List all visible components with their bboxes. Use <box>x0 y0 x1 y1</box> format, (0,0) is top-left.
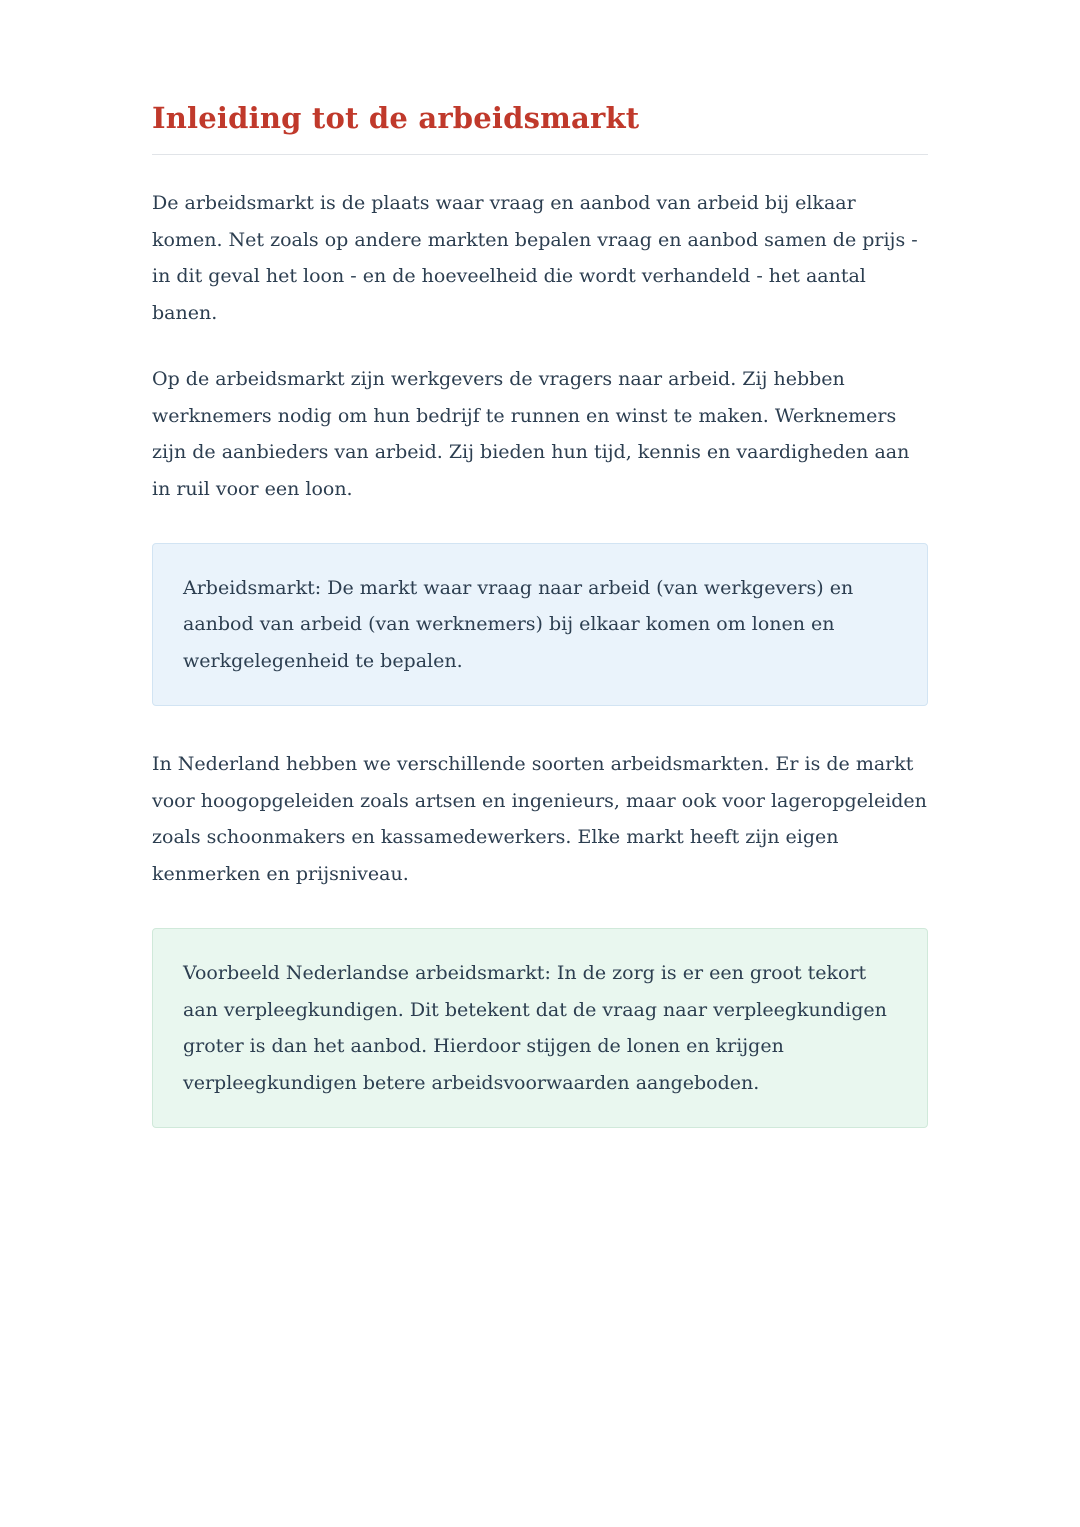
paragraph-employers-employees: Op de arbeidsmarkt zijn werkgevers de vragers naar arbeid. Zij hebben werknemers nodig om hun bedrijf te runnen en winst te maken. Werknemers zijn de aanbieders van arbeid. Zij bieden hun tijd, kennis en vaardigheden aan in ruil voor een loon. <box>152 368 910 500</box>
page-title: Inleiding tot de arbeidsmarkt <box>152 101 640 135</box>
definition-box <box>152 543 928 706</box>
paragraph-intro: De arbeidsmarkt is de plaats waar vraag en aanbod van arbeid bij elkaar komen. Net zoals op andere markten bepalen vraag en aanbod samen de prijs - in dit geval het loon - en de hoeveelheid die wordt verhandeld - het aantal banen. <box>152 192 918 324</box>
paragraph-market-types: In Nederland hebben we verschillende soorten arbeidsmarkten. Er is de markt voor hoogopgeleiden zoals artsen en ingenieurs, maar ook voor lageropgeleiden zoals schoonmakers en kassamedewerkers. Elke markt heeft zijn eigen kenmerken en prijsniveau. <box>152 753 927 885</box>
document-page <box>152 0 928 1128</box>
example-box <box>152 928 928 1128</box>
title-divider <box>152 154 928 155</box>
example-text: Voorbeeld Nederlandse arbeidsmarkt: In de zorg is er een groot tekort aan verpleegkundigen. Dit betekent dat de vraag naar verpleegkundigen groter is dan het aanbod. Hierdoor stijgen de lonen en krijgen verpleegkundigen betere arbeidsvoorwaarden aangeboden. <box>183 962 887 1094</box>
definition-text: Arbeidsmarkt: De markt waar vraag naar arbeid (van werkgevers) en aanbod van arbeid (van werknemers) bij elkaar komen om lonen en werkgelegenheid te bepalen. <box>183 577 854 672</box>
